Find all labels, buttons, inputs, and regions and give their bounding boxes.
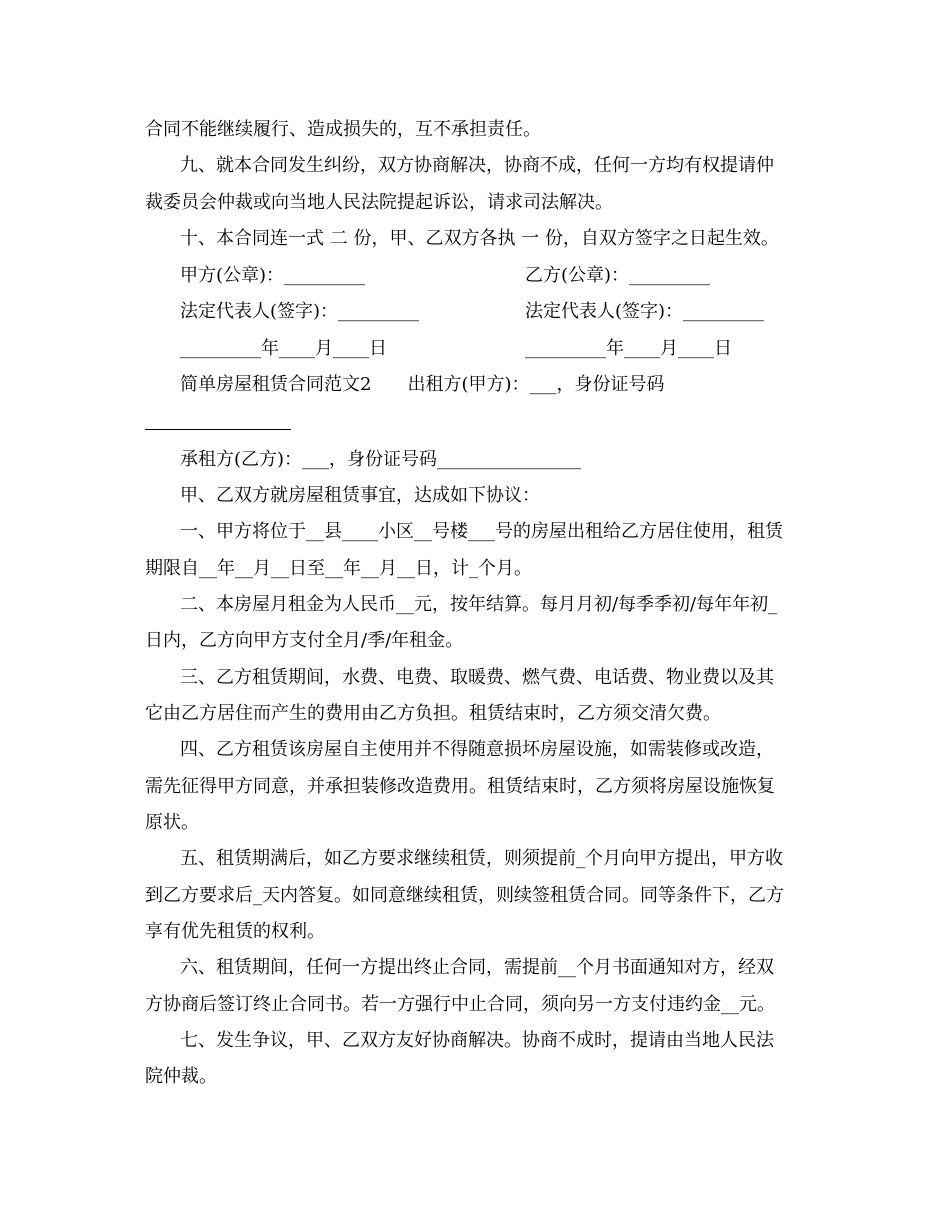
clause-10-line: 十、本合同连一式 二 份，甲、乙双方各执 一 份，自双方签字之日起生效。 — [180, 228, 779, 249]
clause-5-line: 五、租赁期满后，如乙方要求继续租赁，则须提前_个月向甲方提出，甲方收 — [180, 848, 783, 869]
clause-1-line: 期限自__年__月__日至__年__月__日，计_个月。 — [145, 558, 532, 579]
id-number-blank-line — [145, 429, 291, 430]
clause-5-line: 到乙方要求后_天内答复。如同意继续租赁，则续签租赁合同。同等条件下，乙方 — [145, 885, 784, 906]
clause-3-line: 它由乙方居住而产生的费用由乙方负担。租赁结束时，乙方须交清欠费。 — [145, 703, 721, 724]
clause-6-line: 方协商后签订终止合同书。若一方强行中止合同，须向另一方支付违约金__元。 — [145, 994, 775, 1015]
clause-9-line: 九、就本合同发生纠纷，双方协商解决，协商不成，任何一方均有权提请仲 — [180, 155, 774, 176]
clause-3-line: 三、乙方租赁期间，水费、电费、取暖费、燃气费、电话费、物业费以及其 — [180, 667, 774, 688]
clause-1-line: 一、甲方将位于__县____小区__号楼___号的房屋出租给乙方居住使用，租赁 — [180, 521, 783, 542]
agreement-intro: 甲、乙双方就房屋租赁事宜，达成如下协议： — [180, 485, 540, 506]
clause-9-line: 裁委员会仲裁或向当地人民法院提起诉讼，请求司法解决。 — [145, 192, 613, 213]
paragraph-line: 合同不能继续履行、造成损失的，互不承担责任。 — [145, 119, 541, 140]
clause-2-line: 二、本房屋月租金为人民币__元，按年结算。每月月初/每季季初/每年年初_ — [180, 594, 778, 615]
party-a-representative-field: 法定代表人(签字)：_________ — [180, 301, 420, 322]
clause-4-line: 四、乙方租赁该房屋自主使用并不得随意损坏房屋设施，如需装修或改造， — [180, 739, 774, 760]
party-b-seal-field: 乙方(公章)：_________ — [525, 265, 711, 286]
clause-5-line: 享有优先租赁的权利。 — [145, 921, 325, 942]
second-contract-heading: 简单房屋租赁合同范文2 出租方(甲方)：___，身份证号码 — [180, 374, 665, 395]
party-b-date-field: _________年____月____日 — [525, 338, 732, 359]
party-b-representative-field: 法定代表人(签字)：_________ — [525, 301, 765, 322]
clause-7-line: 院仲裁。 — [145, 1066, 217, 1087]
clause-4-line: 原状。 — [145, 812, 199, 833]
clause-7-line: 七、发生争议，甲、乙双方友好协商解决。协商不成时，提请由当地人民法 — [180, 1030, 774, 1051]
lessee-line: 承租方(乙方)：___，身份证号码________________ — [180, 449, 582, 470]
clause-4-line: 需先征得甲方同意，并承担装修改造费用。租赁结束时，乙方须将房屋设施恢复 — [145, 776, 775, 797]
clause-6-line: 六、租赁期间，任何一方提出终止合同，需提前__个月书面通知对方，经双 — [180, 957, 774, 978]
party-a-seal-field: 甲方(公章)：_________ — [180, 265, 366, 286]
party-a-date-field: _________年____月____日 — [180, 338, 387, 359]
clause-2-line: 日内，乙方向甲方支付全月/季/年租金。 — [145, 630, 464, 651]
